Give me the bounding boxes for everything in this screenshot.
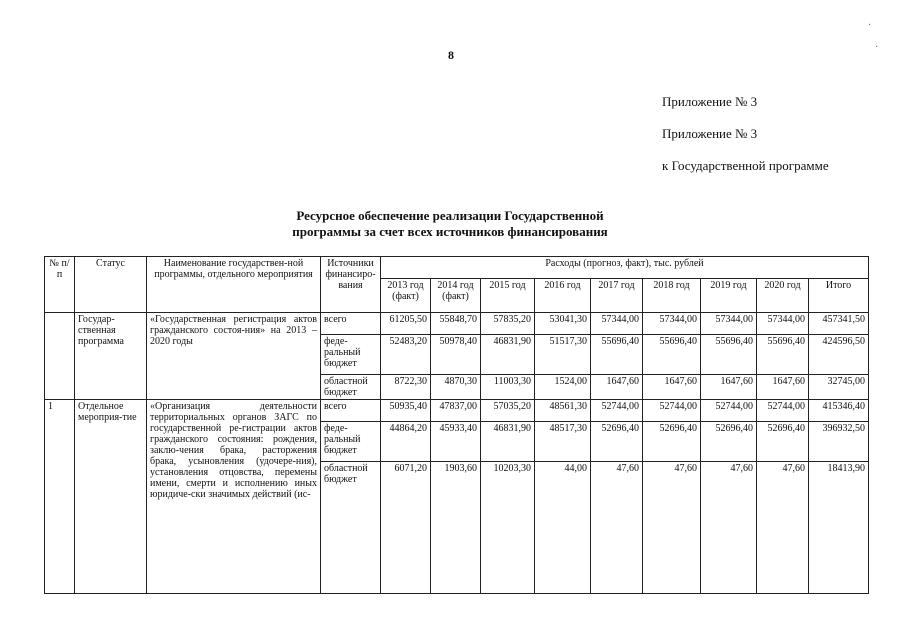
value-cell: 55696,40	[757, 335, 809, 375]
value-cell: 1647,60	[643, 375, 701, 400]
value-cell: 18413,90	[809, 462, 869, 594]
value-cell: 57344,00	[757, 313, 809, 335]
value-cell: 46831,90	[481, 335, 535, 375]
value-cell: 44,00	[535, 462, 591, 594]
value-cell: 53041,30	[535, 313, 591, 335]
value-cell: 57344,00	[643, 313, 701, 335]
title-line-2: программы за счет всех источников финансирования	[292, 224, 608, 239]
value-cell: 55696,40	[591, 335, 643, 375]
row-source: феде-ральный бюджет	[321, 422, 381, 462]
value-cell: 61205,50	[381, 313, 431, 335]
value-cell: 52696,40	[591, 422, 643, 462]
scan-mark: ·	[868, 20, 872, 31]
value-cell: 46831,90	[481, 422, 535, 462]
appendix-line-1: Приложение № 3	[662, 94, 758, 109]
value-cell: 55696,40	[701, 335, 757, 375]
value-cell: 52483,20	[381, 335, 431, 375]
value-cell: 57344,00	[591, 313, 643, 335]
row-num: 1	[45, 400, 75, 594]
page-number: 8	[448, 48, 454, 62]
value-cell: 6071,20	[381, 462, 431, 594]
value-cell: 32745,00	[809, 375, 869, 400]
value-cell: 52696,40	[643, 422, 701, 462]
row-source: областной бюджет	[321, 375, 381, 400]
value-cell: 1647,60	[757, 375, 809, 400]
row-source: феде-ральный бюджет	[321, 335, 381, 375]
row-source: всего	[321, 313, 381, 335]
header-year: 2017 год	[591, 279, 643, 313]
value-cell: 52744,00	[643, 400, 701, 422]
value-cell: 57035,20	[481, 400, 535, 422]
document-title	[200, 208, 700, 240]
value-cell: 47,60	[701, 462, 757, 594]
value-cell: 52744,00	[591, 400, 643, 422]
appendix-line-3: к Государственной программе	[662, 158, 829, 173]
value-cell: 1903,60	[431, 462, 481, 594]
header-year: 2014 год (факт)	[431, 279, 481, 313]
value-cell: 10203,30	[481, 462, 535, 594]
header-status: Статус	[75, 257, 147, 313]
value-cell: 47837,00	[431, 400, 481, 422]
header-expenses: Расходы (прогноз, факт), тыс. рублей	[381, 257, 869, 279]
row-source: всего	[321, 400, 381, 422]
value-cell: 1524,00	[535, 375, 591, 400]
value-cell: 48517,30	[535, 422, 591, 462]
value-cell: 52744,00	[701, 400, 757, 422]
row-num	[45, 313, 75, 400]
value-cell: 11003,30	[481, 375, 535, 400]
value-cell: 4870,30	[431, 375, 481, 400]
row-source: областной бюджет	[321, 462, 381, 594]
value-cell: 1647,60	[591, 375, 643, 400]
value-cell: 48561,30	[535, 400, 591, 422]
value-cell: 45933,40	[431, 422, 481, 462]
value-cell: 396932,50	[809, 422, 869, 462]
row-status: Государ-ственная программа	[75, 313, 147, 400]
header-year: 2016 год	[535, 279, 591, 313]
row-name: «Государственная регистрация актов гражданского состоя-ния» на 2013 – 2020 годы	[147, 313, 321, 400]
appendix-line-2: Приложение № 3	[662, 126, 758, 141]
header-year: 2019 год	[701, 279, 757, 313]
title-line-1: Ресурсное обеспечение реализации Государственной	[296, 208, 604, 223]
value-cell: 50978,40	[431, 335, 481, 375]
value-cell: 1647,60	[701, 375, 757, 400]
value-cell: 8722,30	[381, 375, 431, 400]
value-cell: 51517,30	[535, 335, 591, 375]
value-cell: 52744,00	[757, 400, 809, 422]
row-status: Отдельное мероприя-тие	[75, 400, 147, 594]
value-cell: 47,60	[643, 462, 701, 594]
header-year: 2018 год	[643, 279, 701, 313]
value-cell: 52696,40	[701, 422, 757, 462]
header-year: 2013 год (факт)	[381, 279, 431, 313]
header-sources: Источники финансиро-вания	[321, 257, 381, 313]
scan-mark: ·	[875, 42, 879, 53]
header-name: Наименование государствен-ной программы, отдельного мероприятия	[147, 257, 321, 313]
header-year: 2020 год	[757, 279, 809, 313]
value-cell: 52696,40	[757, 422, 809, 462]
value-cell: 57344,00	[701, 313, 757, 335]
value-cell: 424596,50	[809, 335, 869, 375]
row-name: «Организация деятельности территориальных органов ЗАГС по государственной ре-гистрации актов гражданского состояния: рождения, заклю-чения брака, расторжения брака, усыновления (удочере-ния), установления отцовства, перемены имени, смерти и исполнению иных юридиче-ски значимых действий (ис-	[147, 400, 321, 594]
value-cell: 47,60	[757, 462, 809, 594]
resource-table	[44, 256, 869, 594]
value-cell: 57835,20	[481, 313, 535, 335]
header-year: 2015 год	[481, 279, 535, 313]
value-cell: 55696,40	[643, 335, 701, 375]
header-year: Итого	[809, 279, 869, 313]
table-row	[45, 313, 869, 335]
header-num: № п/п	[45, 257, 75, 313]
value-cell: 55848,70	[431, 313, 481, 335]
value-cell: 50935,40	[381, 400, 431, 422]
value-cell: 457341,50	[809, 313, 869, 335]
value-cell: 47,60	[591, 462, 643, 594]
value-cell: 415346,40	[809, 400, 869, 422]
table-row	[45, 400, 869, 422]
value-cell: 44864,20	[381, 422, 431, 462]
